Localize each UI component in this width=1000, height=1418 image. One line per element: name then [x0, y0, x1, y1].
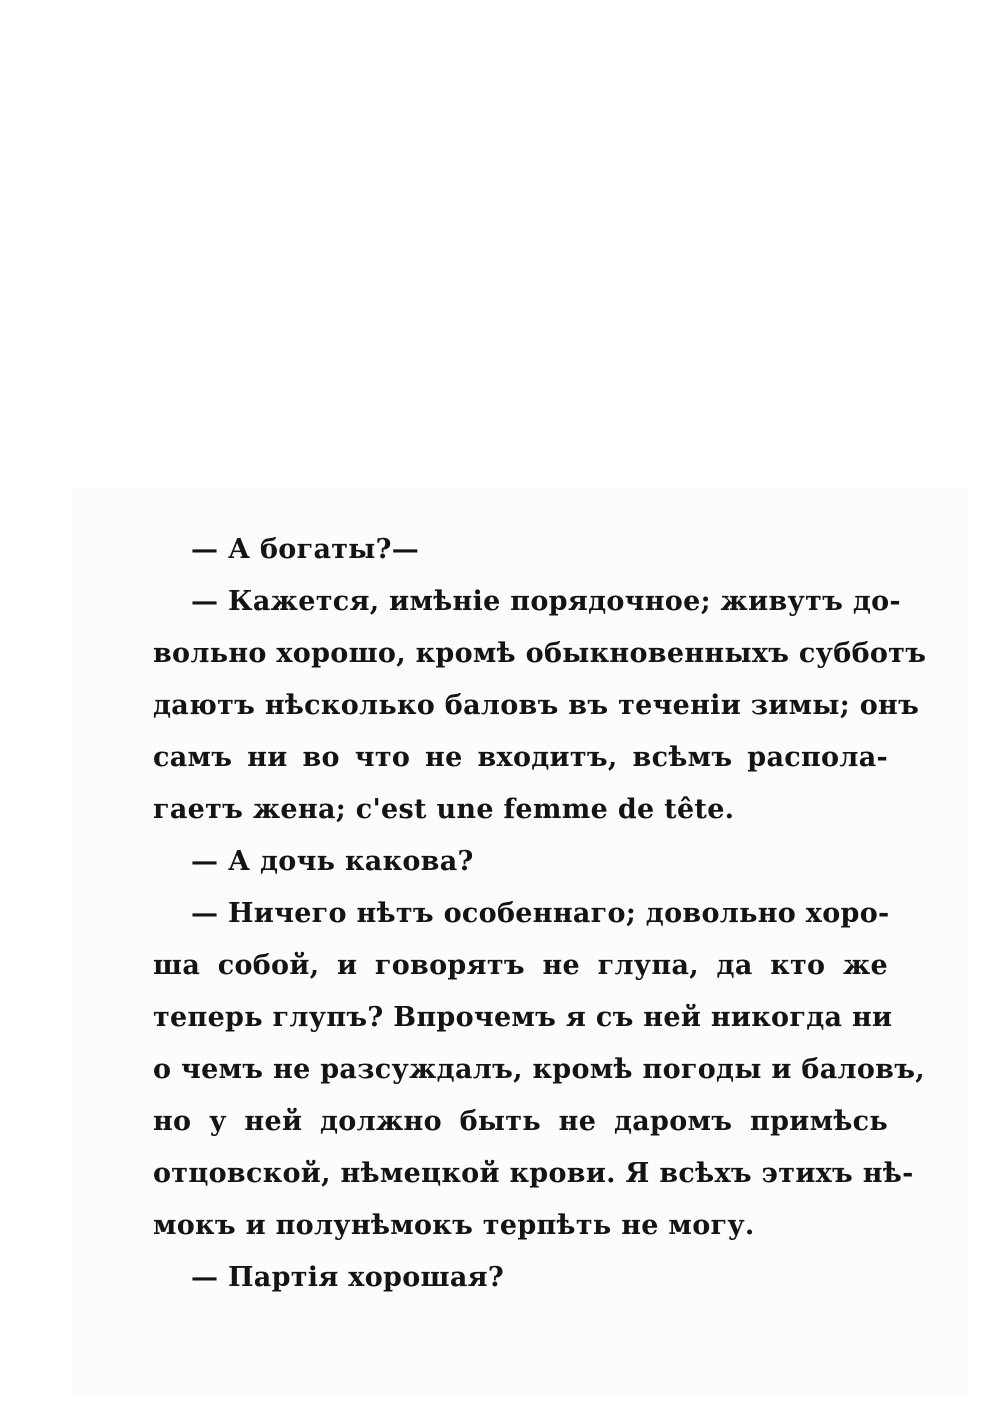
text-line: о чемъ не разсуждалъ, кромѣ погоды и баловъ,	[153, 1054, 925, 1085]
text-line: — Кажется, имѣніе порядочное; живутъ до-	[191, 586, 901, 617]
text-line: отцовской, нѣмецкой крови. Я всѣхъ этихъ нѣ-	[153, 1158, 914, 1189]
text-line: — Ничего нѣтъ особеннаго; довольно хоро-	[191, 898, 890, 929]
text-line: вольно хорошо, кромѣ обыкновенныхъ субботъ	[153, 638, 927, 669]
text-line: — А дочь какова?	[191, 846, 474, 877]
text-line: гаетъ жена; c'est une femme de tête.	[153, 794, 735, 825]
text-line: — А богаты?—	[191, 534, 420, 565]
text-line: но у ней должно быть не даромъ примѣсь	[153, 1106, 888, 1137]
text-line: ша собой, и говорятъ не глупа, да кто же	[153, 950, 888, 981]
text-line: мокъ и полунѣмокъ терпѣть не могу.	[153, 1210, 755, 1241]
text-line: самъ ни во что не входитъ, всѣмъ распола-	[153, 742, 888, 773]
text-line: даютъ нѣсколько баловъ въ теченіи зимы; онъ	[153, 690, 920, 721]
text-line: теперь глупъ? Впрочемъ я съ ней никогда ни	[153, 1002, 893, 1033]
text-line: — Партія хорошая?	[191, 1262, 504, 1293]
body-text	[153, 524, 927, 1304]
